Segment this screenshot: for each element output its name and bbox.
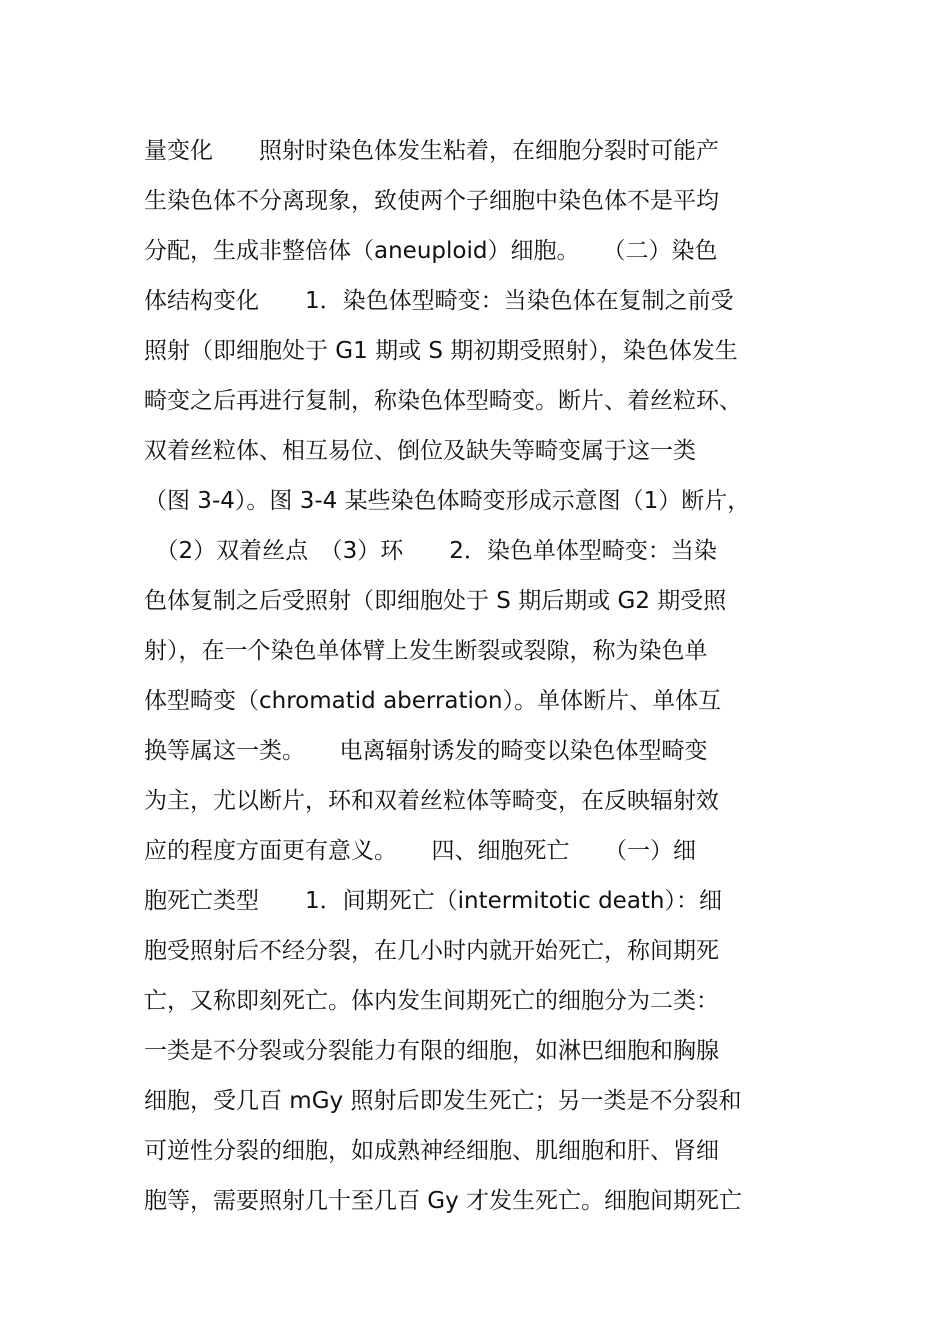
text-line: 体型畸变（chromatid aberration）。单体断片、单体互: [144, 688, 722, 714]
text-line: （图 3-4）。图 3-4 某些染色体畸变形成示意图（1）断片，: [144, 488, 751, 514]
text-line: 可逆性分裂的细胞，如成熟神经细胞、肌细胞和肝、肾细: [144, 1138, 719, 1164]
text-line: （2）双着丝点 （3）环 2．染色单体型畸变：当染: [144, 538, 717, 564]
text-line: 射），在一个染色单体臂上发生断裂或裂隙，称为染色单: [144, 638, 708, 664]
text-line: 畸变之后再进行复制，称染色体型畸变。断片、着丝粒环、: [144, 388, 742, 414]
text-line: 一类是不分裂或分裂能力有限的细胞，如淋巴细胞和胸腺: [144, 1038, 719, 1064]
text-line: 分配，生成非整倍体（aneuploid）细胞。 （二）染色: [144, 238, 718, 264]
text-line: 为主，尤以断片，环和双着丝粒体等畸变，在反映辐射效: [144, 788, 719, 814]
text-line: 色体复制之后受照射（即细胞处于 S 期后期或 G2 期受照: [144, 588, 727, 614]
text-line: 量变化 照射时染色体发生粘着，在细胞分裂时可能产: [144, 138, 719, 164]
body-text: [144, 126, 824, 1226]
text-line: 胞受照射后不经分裂，在几小时内就开始死亡，称间期死: [144, 938, 719, 964]
text-line: 胞死亡类型 1．间期死亡（intermitotic death）：细: [144, 888, 723, 914]
text-line: 照射（即细胞处于 G1 期或 S 期初期受照射），染色体发生: [144, 338, 738, 364]
text-line: 应的程度方面更有意义。 四、细胞死亡 （一）细: [144, 838, 696, 864]
text-line: 细胞，受几百 mGy 照射后即发生死亡；另一类是不分裂和: [144, 1088, 742, 1114]
text-line: 亡，又称即刻死亡。体内发生间期死亡的细胞分为二类：: [144, 988, 719, 1014]
text-line: 换等属这一类。 电离辐射诱发的畸变以染色体型畸变: [144, 738, 708, 764]
text-line: 体结构变化 1．染色体型畸变：当染色体在复制之前受: [144, 288, 734, 314]
text-line: 双着丝粒体、相互易位、倒位及缺失等畸变属于这一类: [144, 438, 696, 464]
text-line: 胞等，需要照射几十至几百 Gy 才发生死亡。细胞间期死亡: [144, 1188, 743, 1214]
text-line: 生染色体不分离现象，致使两个子细胞中染色体不是平均: [144, 188, 719, 214]
